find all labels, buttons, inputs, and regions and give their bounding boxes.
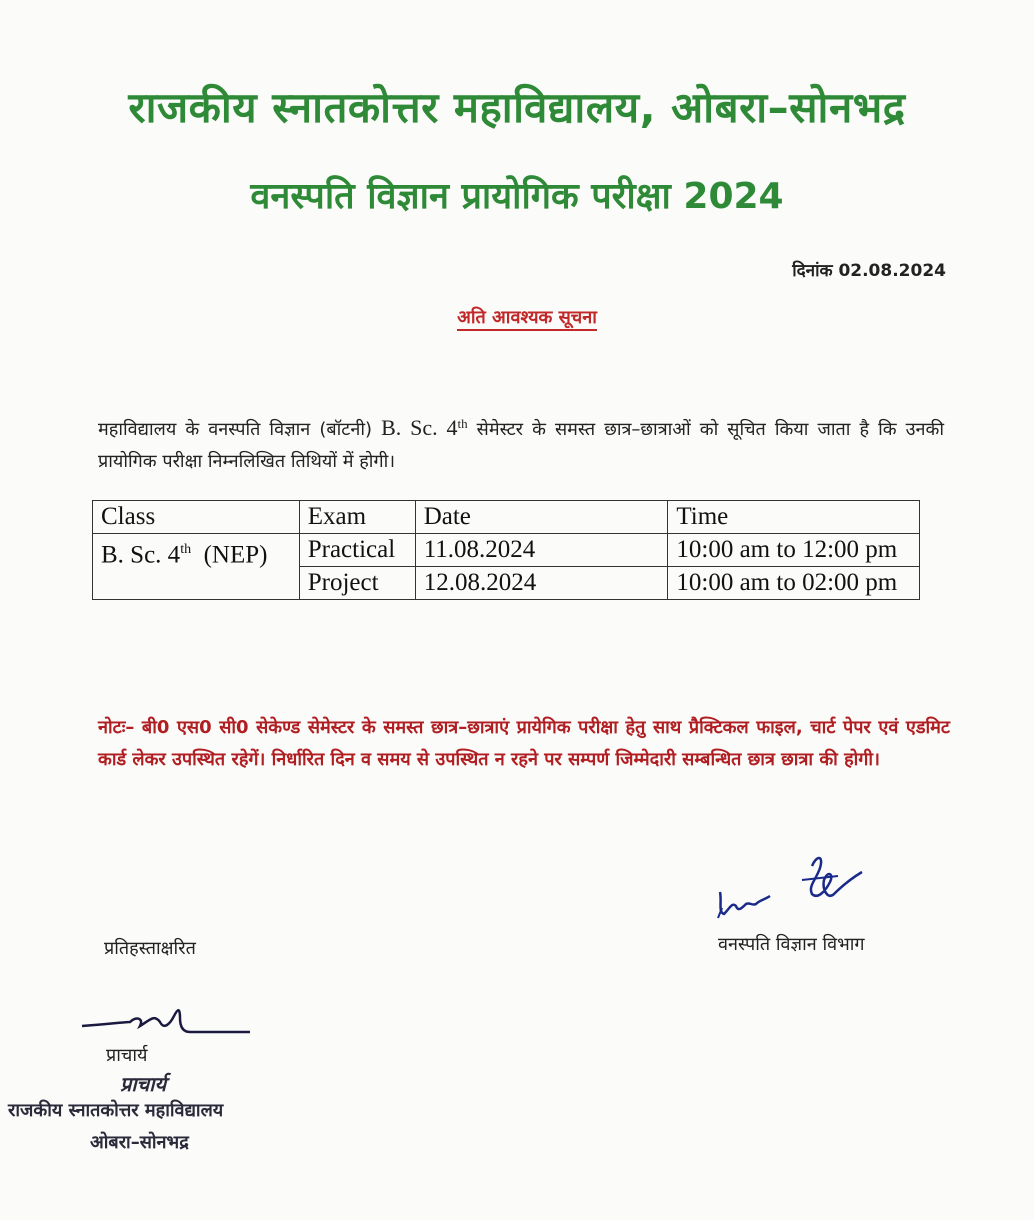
intro-class-sup: th	[457, 416, 468, 431]
header-class: Class	[93, 501, 300, 534]
class-cell	[93, 534, 300, 600]
countersigned-label: प्रतिहस्ताक्षरित	[104, 938, 196, 959]
date-cell: 12.08.2024	[415, 567, 668, 600]
class-cell-suffix: (NEP)	[191, 541, 268, 569]
intro-part2: सेमेस्टर के समस्त छात्र–छात्राओं को सूचित किया जाता है कि उनकी प्रायोगिक परीक्षा निम्नलिखित तिथियों में होगी।	[98, 419, 944, 472]
header-time: Time	[668, 501, 920, 534]
principal-signature	[80, 1004, 252, 1044]
college-name: राजकीय स्नातकोत्तर महाविद्यालय, ओबरा–सोनभद्र	[128, 83, 906, 132]
notice-heading-text: अति आवश्यक सूचना	[457, 307, 597, 331]
class-cell-sup: th	[180, 542, 192, 557]
department-signature-2	[798, 846, 866, 912]
stamp-title: प्राचार्य	[120, 1072, 167, 1096]
time-cell: 10:00 am to 02:00 pm	[668, 567, 920, 600]
notice-heading	[0, 305, 1034, 329]
intro-part1: महाविद्यालय के वनस्पति विज्ञान (बॉटनी)	[98, 419, 382, 440]
department-signature-1	[712, 878, 774, 926]
table-row	[93, 534, 920, 567]
table-header-row	[93, 501, 920, 534]
header-date: Date	[415, 501, 668, 534]
intro-paragraph	[98, 408, 944, 478]
header-exam: Exam	[299, 501, 415, 534]
principal-label: प्राचार्य	[106, 1045, 148, 1066]
stamp-line2: ओबरा–सोनभद्र	[90, 1132, 189, 1153]
department-label: वनस्पति विज्ञान विभाग	[718, 934, 865, 955]
class-cell-text: B. Sc. 4	[101, 541, 181, 569]
exam-cell: Project	[299, 567, 415, 600]
stamp-line1: राजकीय स्नातकोत्तर महाविद्यालय	[8, 1100, 224, 1121]
date-cell: 11.08.2024	[415, 534, 668, 567]
exam-cell: Practical	[299, 534, 415, 567]
exam-title: वनस्पति विज्ञान प्रायोगिक परीक्षा 2024	[250, 176, 784, 217]
schedule-table	[92, 500, 920, 600]
time-cell: 10:00 am to 12:00 pm	[668, 534, 920, 567]
notice-date: दिनांक 02.08.2024	[792, 261, 946, 281]
intro-class: B. Sc. 4	[381, 415, 458, 440]
note-paragraph: नोटः– बी0 एस0 सी0 सेकेण्ड सेमेस्टर के समस्त छात्र–छात्राएं प्रायेगिक परीक्षा हेतु साथ प्रैक्टिकल फाइल, चार्ट पेपर एवं एडमिट कार्ड लेकर उपस्थित रहेगें। निर्धारित दिन व समय से उपस्थित न रहने पर सम्पर्ण जिम्मेदारी सम्बन्धित छात्र छात्रा की होगी।	[98, 717, 950, 770]
